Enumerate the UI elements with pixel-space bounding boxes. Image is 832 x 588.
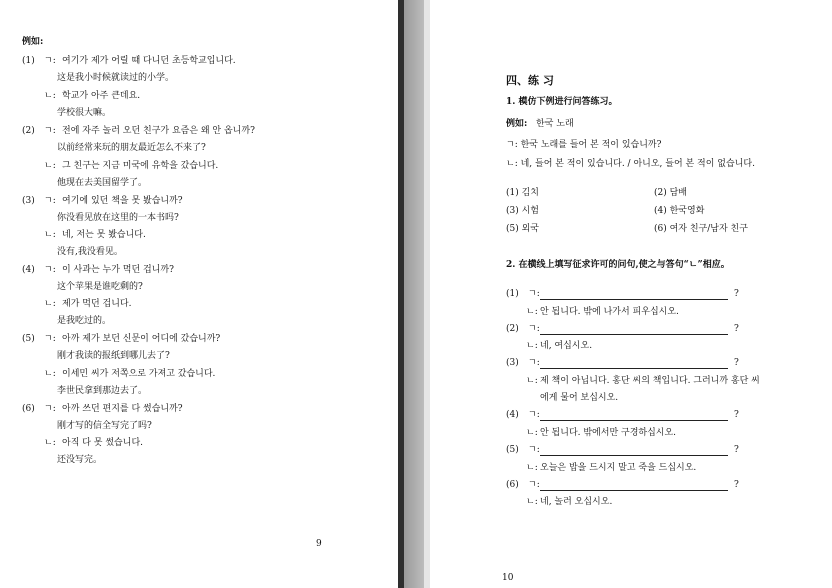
speaker-g: ㄱ: <box>528 289 540 299</box>
example-question: ㄱ: 한국 노래를 들어 본 적이 있습니까? <box>506 140 662 150</box>
item-number: (5) <box>22 334 35 344</box>
example-word: 한국 노래 <box>536 119 574 129</box>
item-number: (4) <box>22 265 35 275</box>
answer-text-continued: 에게 물어 보십시오. <box>540 393 619 403</box>
speaker-g: ㄱ: <box>44 265 56 275</box>
option-2: (2) 담배 <box>654 188 687 198</box>
answer-blank[interactable] <box>540 455 728 456</box>
item-number: (6) <box>506 480 519 490</box>
chinese-translation: 是我吃过的。 <box>57 316 112 326</box>
speaker-n: ㄴ: <box>526 497 538 507</box>
item-number: (4) <box>506 410 519 420</box>
answer-blank[interactable] <box>540 490 728 491</box>
korean-question: 아까 쓰던 편지를 다 썼습니까? <box>62 404 183 414</box>
speaker-g: ㄱ: <box>44 196 56 206</box>
page-number: 10 <box>502 573 514 583</box>
left-page <box>0 0 398 588</box>
chinese-translation: 还没写完。 <box>57 455 103 465</box>
option-5: (5) 외국 <box>506 224 539 234</box>
speaker-g: ㄱ: <box>44 334 56 344</box>
chinese-translation: 刚才我读的报纸到哪儿去了? <box>57 351 170 361</box>
answer-blank[interactable] <box>540 334 728 335</box>
speaker-n: ㄴ: <box>526 376 538 386</box>
chinese-translation: 这是我小时候就读过的小学。 <box>57 73 175 83</box>
korean-question: 전에 자주 놀러 오던 친구가 요즘은 왜 안 옵니까? <box>62 126 255 136</box>
speaker-g: ㄱ: <box>528 324 540 334</box>
chinese-translation: 学校很大嘛。 <box>57 108 112 118</box>
chinese-translation: 没有,我没看见。 <box>57 247 123 257</box>
item-number: (2) <box>22 126 35 136</box>
question-mark: ? <box>734 358 739 368</box>
speaker-n: ㄴ: <box>44 230 56 240</box>
answer-text: 제 책이 아닙니다. 홍단 씨의 책입니다. 그러니까 홍단 씨 <box>540 376 760 386</box>
speaker-g: ㄱ: <box>528 480 540 490</box>
speaker-n: ㄴ: <box>44 369 56 379</box>
chinese-translation: 刚才写的信全写完了吗? <box>57 421 152 431</box>
exercise-1-title: 1. 模仿下例进行问答练习。 <box>506 97 618 107</box>
answer-blank[interactable] <box>540 299 728 300</box>
option-6: (6) 여자 친구/남자 친구 <box>654 224 748 234</box>
speaker-n: ㄴ: <box>44 91 56 101</box>
answer-text: 네, 놀러 오십시오. <box>540 497 613 507</box>
answer-blank[interactable] <box>540 368 728 369</box>
item-number: (1) <box>506 289 519 299</box>
speaker-g: ㄱ: <box>528 445 540 455</box>
question-mark: ? <box>734 410 739 420</box>
chinese-translation: 他现在去美国留学了。 <box>57 178 148 188</box>
speaker-n: ㄴ: <box>526 428 538 438</box>
chinese-translation: 以前经常来玩的朋友最近怎么不来了? <box>57 143 206 153</box>
item-number: (6) <box>22 404 35 414</box>
example-label: 例如: <box>22 37 44 47</box>
speaker-n: ㄴ: <box>526 463 538 473</box>
answer-text: 안 됩니다. 밖에 나가서 피우십시오. <box>540 307 679 317</box>
speaker-g: ㄱ: <box>44 126 56 136</box>
option-4: (4) 한국영화 <box>654 206 705 216</box>
speaker-g: ㄱ: <box>528 358 540 368</box>
korean-answer: 이세민 씨가 저쪽으로 가져고 갔습니다. <box>62 369 216 379</box>
answer-text: 오늘은 밥을 드시지 말고 죽을 드십시오. <box>540 463 697 473</box>
korean-question: 여기가 제가 어릴 때 다니던 초등학교입니다. <box>62 56 236 66</box>
question-mark: ? <box>734 324 739 334</box>
speaker-n: ㄴ: <box>44 161 56 171</box>
example-answer: ㄴ: 네, 들어 본 적이 있습니다. / 아니오, 들어 본 적이 없습니다. <box>506 159 755 169</box>
korean-answer: 네, 저는 못 봤습니다. <box>62 230 146 240</box>
right-page <box>430 0 832 588</box>
speaker-n: ㄴ: <box>526 341 538 351</box>
korean-question: 여기에 있던 책을 못 봤습니까? <box>62 196 183 206</box>
speaker-n: ㄴ: <box>526 307 538 317</box>
exercise-2-title: 2. 在横线上填写征求许可的问句,使之与答句“ㄴ”相应。 <box>506 260 730 270</box>
page-number: 9 <box>316 539 322 549</box>
question-mark: ? <box>734 445 739 455</box>
item-number: (3) <box>506 358 519 368</box>
question-mark: ? <box>734 480 739 490</box>
speaker-g: ㄱ: <box>528 410 540 420</box>
speaker-n: ㄴ: <box>44 438 56 448</box>
korean-answer: 그 친구는 지금 미국에 유학을 갔습니다. <box>62 161 219 171</box>
chinese-translation: 这个苹果是谁吃剩的? <box>57 282 143 292</box>
section-title: 四、练 习 <box>506 74 554 87</box>
chinese-translation: 李世民拿到那边去了。 <box>57 386 148 396</box>
speaker-g: ㄱ: <box>44 56 56 66</box>
answer-text: 안 됩니다. 밖에서만 구경하십시오. <box>540 428 677 438</box>
korean-answer: 제가 먹던 겁니다. <box>62 299 132 309</box>
option-1: (1) 김치 <box>506 188 539 198</box>
item-number: (2) <box>506 324 519 334</box>
speaker-n: ㄴ: <box>44 299 56 309</box>
item-number: (1) <box>22 56 35 66</box>
korean-question: 아까 제가 보던 신문이 어디에 갔습니까? <box>62 334 221 344</box>
answer-blank[interactable] <box>540 420 728 421</box>
korean-question: 이 사과는 누가 먹던 겁니까? <box>62 265 174 275</box>
book-gutter <box>404 0 424 588</box>
option-3: (3) 시험 <box>506 206 539 216</box>
example-label: 例如: <box>506 119 528 129</box>
answer-text: 네, 여십시오. <box>540 341 593 351</box>
question-mark: ? <box>734 289 739 299</box>
item-number: (5) <box>506 445 519 455</box>
speaker-g: ㄱ: <box>44 404 56 414</box>
korean-answer: 학교가 아주 큰데요. <box>62 91 141 101</box>
chinese-translation: 你没看见放在这里的一本书吗? <box>57 213 179 223</box>
korean-answer: 아직 다 못 썼습니다. <box>62 438 143 448</box>
item-number: (3) <box>22 196 35 206</box>
